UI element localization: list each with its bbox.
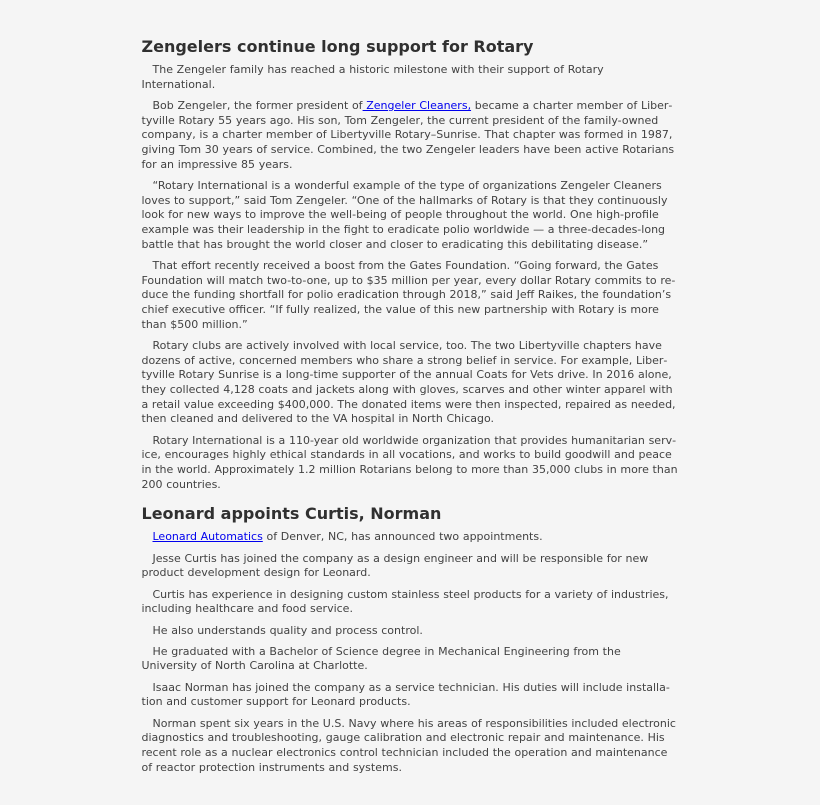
paragraph-text: Norman spent six years in the U.S. Navy where his areas of responsibilities included electronic diagnostics and troubleshooting, gauge calibration and electronic repair and maintenance. His recent role as a nuclear electronics control technician included the operation and maintenance of reactor protection instruments and systems. [141, 716, 676, 774]
paragraph-text: He also understands quality and process control. [152, 623, 423, 637]
paragraph-text: became a charter member of Libertyville Rotary 55 years ago. His son, Tom Zengeler, the current president of the family-owned company, is a charter member of Libertyville Rotary–Sunrise. That chapter was formed in 1987, giving Tom 30 years of service. Combined, the two Zengeler leaders have been active Rotarians for an impressive 85 years. [141, 98, 675, 171]
paragraph [142, 552, 679, 581]
article-page [142, 0, 679, 775]
paragraph [142, 717, 679, 776]
paragraph [142, 99, 679, 173]
paragraph-text: Rotary International is a 110-year old worldwide organization that provides humanitarian service, encourages highly ethical standards in all vocations, and works to build goodwill and peace in the world. Approximately 1.2 million Rotarians belong to more than 35,000 clubs in more than 200 countries. [141, 433, 678, 491]
leonard-article-title: Leonard appoints Curtis, Norman [141, 504, 442, 524]
paragraph [142, 179, 679, 253]
article-leonard [142, 504, 679, 775]
paragraph-text: Isaac Norman has joined the company as a service technician. His duties will include installation and customer support for Leonard products. [141, 680, 670, 709]
paragraph [142, 259, 679, 333]
paragraph [142, 530, 679, 545]
paragraph-text: The Zengeler family has reached a historic milestone with their support of Rotary International. [141, 63, 604, 91]
paragraph [142, 339, 679, 427]
paragraph-text: Rotary clubs are actively involved with local service, too. The two Libertyville chapters have dozens of active, concerned members who share a strong belief in service. For example, Libertyville Rotary Sunrise is a long-time supporter of the annual Coats for Vets drive. In 2016 alone, they collected 4,128 coats and jackets along with gloves, scarves and other winter apparel with a retail value exceeding $400,000. The donated items were then inspected, repaired as needed, then cleaned and delivered to the VA hospital in North Chicago. [141, 338, 676, 426]
zengelers-article-title: Zengelers continue long support for Rotary [141, 37, 534, 56]
paragraph [142, 645, 679, 674]
paragraph [142, 63, 679, 92]
paragraph-text: Curtis has experience in designing custom stainless steel products for a variety of industries, including healthcare and food service. [141, 587, 669, 616]
paragraph-text: of Denver, NC, has announced two appointments. [262, 530, 543, 544]
paragraph [142, 681, 679, 710]
paragraph-text: Bob Zengeler, the former president of [152, 98, 363, 112]
leonard-automatics-link[interactable]: Leonard Automatics [152, 530, 263, 544]
paragraph [142, 588, 679, 617]
paragraph-text: “Rotary International is a wonderful example of the type of organizations Zengeler Cleaners loves to support,” said Tom Zengeler. “One of the hallmarks of Rotary is that they continuously look for new ways to improve the well-being of people throughout the world. One high-profile example was their leadership in the fight to eradicate polio worldwide — a three-decades-long battle that has brought the world closer and closer to eradicating this debilitating disease.” [141, 178, 668, 251]
paragraph [142, 434, 679, 493]
paragraph-text: That effort recently received a boost from the Gates Foundation. “Going forward, the Gates Foundation will match two-to-one, up to $35 million per year, every dollar Rotary commits to reduce the funding shortfall for polio eradication through 2018,” said Jeff Raikes, the foundation’s chief executive officer. “If fully realized, the value of this new partnership with Rotary is more than $500 million.” [141, 258, 676, 331]
zengeler-cleaners-link[interactable]: Zengeler Cleaners, [362, 98, 472, 112]
paragraph-text: He graduated with a Bachelor of Science degree in Mechanical Engineering from the University of North Carolina at Charlotte. [141, 644, 621, 673]
paragraph [142, 624, 679, 639]
paragraph-text: Jesse Curtis has joined the company as a design engineer and will be responsible for new product development design for Leonard. [141, 551, 649, 580]
article-zengelers [142, 37, 679, 492]
